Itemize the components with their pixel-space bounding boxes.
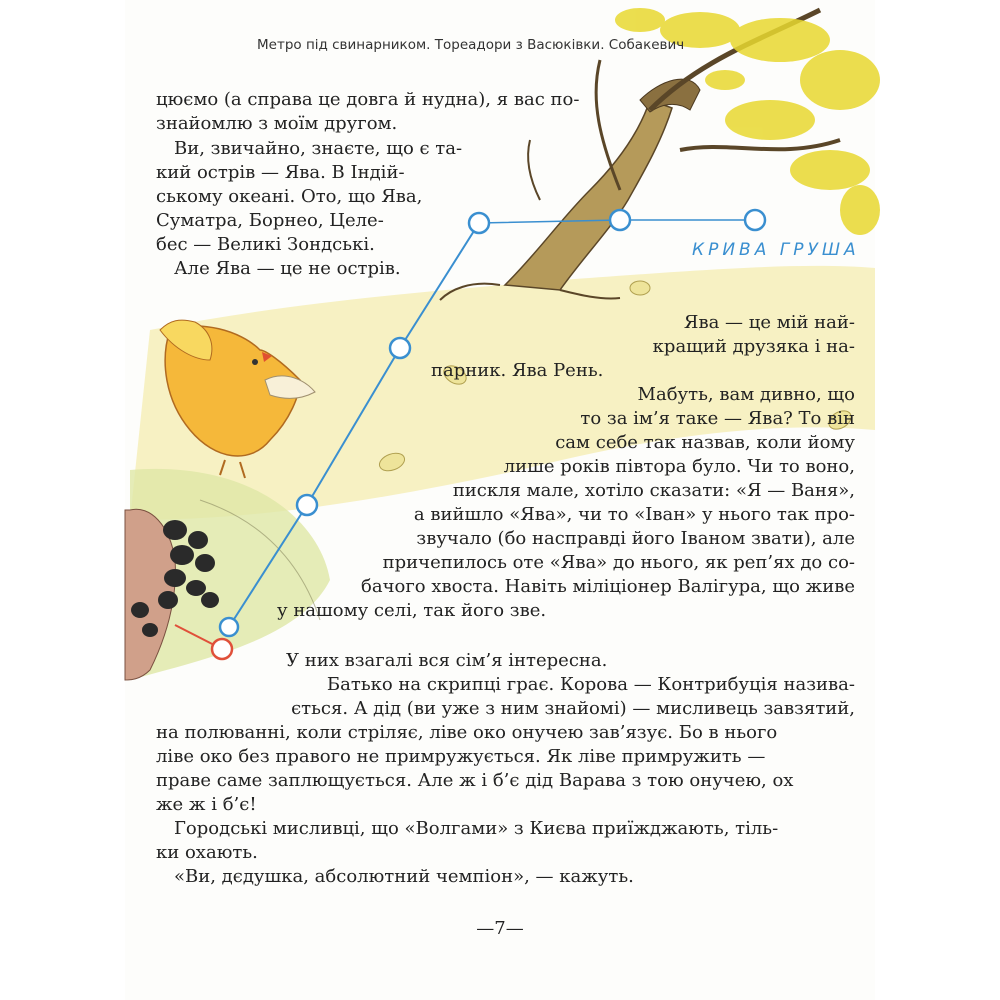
text-line: «Ви, дєдушка, абсолютний чемпіон», — кажуть. bbox=[174, 866, 634, 887]
text-line: парник. Ява Рень. bbox=[431, 360, 604, 381]
text-line: кращий друзяка і на- bbox=[652, 336, 855, 357]
text-line: Але Ява — це не острів. bbox=[174, 258, 401, 279]
text-line: Городські мисливці, що «Волгами» з Києва приїжджають, тіль- bbox=[174, 818, 779, 839]
station-icon bbox=[469, 213, 489, 233]
text-line: знайомлю з моїм другом. bbox=[156, 113, 398, 134]
paragraph-5 bbox=[156, 649, 855, 889]
text-line: то за ім’я таке — Ява? То він bbox=[580, 408, 855, 429]
running-header: Метро під свинарником. Тореадори з Васюківки. Собакевич bbox=[257, 37, 685, 53]
text-line: Ви, звичайно, знаєте, що є та- bbox=[174, 138, 463, 159]
station-icon bbox=[220, 618, 238, 636]
text-line: пискля мале, хотіло сказати: «Я — Ваня», bbox=[452, 480, 855, 501]
paragraph-4 bbox=[268, 311, 855, 623]
text-line: а вийшло «Ява», чи то «Іван» у нього так про- bbox=[413, 504, 855, 525]
text-line: праве саме заплющується. Але ж і б’є дід Варава з тою онучею, ох bbox=[156, 770, 794, 791]
station-icon bbox=[745, 210, 765, 230]
text-line: кий острів — Ява. В Індій- bbox=[156, 162, 405, 183]
paragraph-2 bbox=[156, 137, 462, 257]
text-line: ки охають. bbox=[156, 842, 258, 863]
station-icon bbox=[610, 210, 630, 230]
paragraph-3 bbox=[156, 257, 401, 281]
text-line: звучало (бо насправді його Іваном звати), але bbox=[416, 528, 855, 549]
text-line: У них взагалі вся сім’я інтересна. bbox=[286, 650, 608, 671]
text-line: бачого хвоста. Навіть міліціонер Валігура, що живе bbox=[361, 576, 855, 597]
text-line: причепилось оте «Ява» до нього, як реп’ях до со- bbox=[382, 552, 855, 573]
text-line: Суматра, Борнео, Целе- bbox=[156, 210, 384, 231]
text-line: Ява — це мій най- bbox=[683, 312, 855, 333]
text-line: бес — Великі Зондські. bbox=[156, 234, 375, 255]
station-label: КРИВА ГРУША bbox=[692, 240, 860, 260]
text-line: у нашому селі, так його зве. bbox=[277, 600, 547, 621]
text-line: же ж і б’є! bbox=[156, 794, 257, 815]
text-line: сам себе так назвав, коли йому bbox=[555, 432, 855, 453]
text-line: ському океані. Ото, що Ява, bbox=[156, 186, 423, 207]
text-line: цюємо (а справа це довга й нудна), я вас по- bbox=[156, 89, 580, 110]
text-line: ється. А дід (ви уже з ним знайомі) — мисливець завзятий, bbox=[291, 698, 855, 719]
text-line: Мабуть, вам дивно, що bbox=[637, 384, 855, 405]
page-number: —7— bbox=[476, 918, 524, 939]
text-line: Батько на скрипці грає. Корова — Контрибуція назива- bbox=[326, 674, 855, 695]
paragraph-1 bbox=[156, 88, 579, 136]
text-line: на полюванні, коли стріляє, ліве око онучею зав’язує. Бо в нього bbox=[156, 722, 778, 743]
text-line: лише років півтора було. Чи то воно, bbox=[503, 456, 855, 477]
text-line: ліве око без правого не примружується. Як ліве примружить — bbox=[156, 746, 766, 767]
